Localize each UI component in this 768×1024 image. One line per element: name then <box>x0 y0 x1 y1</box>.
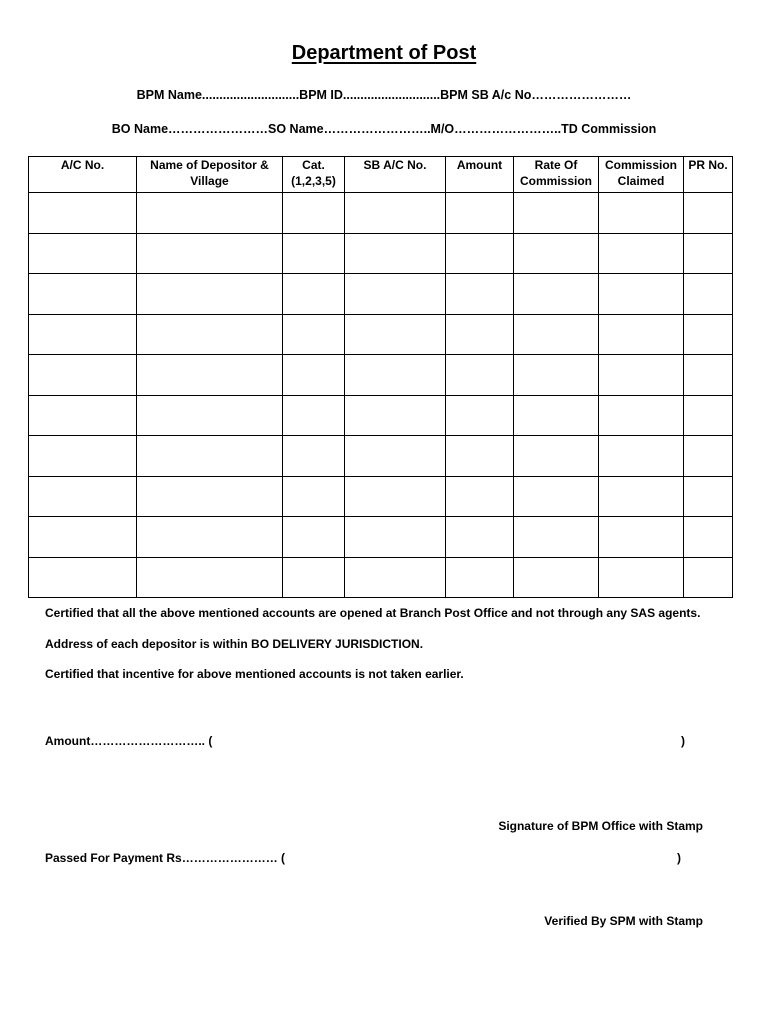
bo-details-line: BO Name……………………SO Name……………………..M/O……………………..TD Commission <box>111 122 657 136</box>
table-header-row <box>29 157 733 193</box>
table-row <box>29 233 733 274</box>
table-cell <box>514 395 599 436</box>
table-cell <box>137 355 283 396</box>
certification-jurisdiction: Address of each depositor is within BO DELIVERY JURISDICTION. <box>45 637 424 651</box>
table-cell <box>514 517 599 558</box>
table-cell <box>283 436 345 477</box>
table-cell <box>137 476 283 517</box>
table-cell <box>29 395 137 436</box>
table-cell <box>283 517 345 558</box>
table-cell <box>345 193 446 234</box>
table-row <box>29 274 733 315</box>
table-body <box>29 193 733 598</box>
table-cell <box>345 274 446 315</box>
accounts-table <box>28 156 733 598</box>
certification-sas: Certified that all the above mentioned accounts are opened at Branch Post Office and not through any SAS agents. <box>45 606 701 620</box>
table-cell <box>684 274 733 315</box>
table-cell <box>446 233 514 274</box>
table-row <box>29 395 733 436</box>
table-cell <box>283 233 345 274</box>
table-cell <box>684 436 733 477</box>
table-cell <box>137 193 283 234</box>
table-cell <box>345 476 446 517</box>
table-cell <box>599 314 684 355</box>
table-cell <box>684 314 733 355</box>
table-cell <box>684 395 733 436</box>
table-cell <box>29 314 137 355</box>
table-cell <box>345 355 446 396</box>
table-cell <box>137 233 283 274</box>
table-cell <box>514 476 599 517</box>
table-cell <box>345 314 446 355</box>
column-header-depositor-name: Name of Depositor & Village <box>137 157 283 193</box>
table-cell <box>29 233 137 274</box>
table-cell <box>599 395 684 436</box>
column-header-amount: Amount <box>446 157 514 193</box>
table-cell <box>283 274 345 315</box>
table-cell <box>137 557 283 598</box>
table-cell <box>684 193 733 234</box>
table-cell <box>29 193 137 234</box>
table-cell <box>684 233 733 274</box>
table-cell <box>446 517 514 558</box>
table-cell <box>446 355 514 396</box>
table-cell <box>684 476 733 517</box>
table-cell <box>29 355 137 396</box>
certification-incentive: Certified that incentive for above mentioned accounts is not taken earlier. <box>45 667 464 681</box>
table-cell <box>514 557 599 598</box>
table-cell <box>684 355 733 396</box>
table-cell <box>345 517 446 558</box>
table-cell <box>137 436 283 477</box>
table-cell <box>514 314 599 355</box>
table-row <box>29 476 733 517</box>
table-cell <box>514 436 599 477</box>
table-cell <box>599 557 684 598</box>
table-cell <box>29 436 137 477</box>
table-cell <box>29 476 137 517</box>
table-cell <box>29 557 137 598</box>
table-cell <box>446 436 514 477</box>
table-cell <box>599 436 684 477</box>
table-cell <box>599 233 684 274</box>
table-cell <box>599 193 684 234</box>
column-header-ac-no: A/C No. <box>29 157 137 193</box>
column-header-category: Cat. (1,2,3,5) <box>283 157 345 193</box>
column-header-sb-ac-no: SB A/C No. <box>345 157 446 193</box>
bpm-signature-label: Signature of BPM Office with Stamp <box>498 819 703 833</box>
amount-label: Amount……………………….. ( <box>45 734 213 748</box>
table-cell <box>514 274 599 315</box>
table-cell <box>446 193 514 234</box>
table-cell <box>599 274 684 315</box>
passed-close-paren: ) <box>677 851 681 865</box>
table-cell <box>137 274 283 315</box>
table-row <box>29 355 733 396</box>
table-cell <box>283 355 345 396</box>
table-cell <box>599 476 684 517</box>
table-cell <box>684 517 733 558</box>
table-cell <box>446 476 514 517</box>
table-row <box>29 557 733 598</box>
table-cell <box>283 557 345 598</box>
table-cell <box>345 233 446 274</box>
table-cell <box>599 355 684 396</box>
table-cell <box>345 557 446 598</box>
table-cell <box>446 274 514 315</box>
table-cell <box>599 517 684 558</box>
table-cell <box>283 395 345 436</box>
table-cell <box>283 476 345 517</box>
page-title <box>0 42 768 65</box>
table-cell <box>283 314 345 355</box>
table-cell <box>684 557 733 598</box>
table-cell <box>446 557 514 598</box>
spm-verification-label: Verified By SPM with Stamp <box>544 914 703 928</box>
amount-close-paren: ) <box>681 734 685 748</box>
table-row <box>29 517 733 558</box>
column-header-rate: Rate Of Commission <box>514 157 599 193</box>
table-cell <box>283 193 345 234</box>
table-row <box>29 436 733 477</box>
table-cell <box>446 314 514 355</box>
table-cell <box>137 395 283 436</box>
table-cell <box>345 436 446 477</box>
table-cell <box>514 193 599 234</box>
table-cell <box>514 355 599 396</box>
table-cell <box>514 233 599 274</box>
column-header-pr-no: PR No. <box>684 157 733 193</box>
table-row <box>29 314 733 355</box>
table-cell <box>137 314 283 355</box>
bpm-details-line: BPM Name............................BPM ID............................BPM SB A/c No…………………… <box>136 88 632 102</box>
table-row <box>29 193 733 234</box>
passed-for-payment-label: Passed For Payment Rs…………………… ( <box>45 851 286 865</box>
table-cell <box>137 517 283 558</box>
table-cell <box>446 395 514 436</box>
column-header-commission-claimed: Commission Claimed <box>599 157 684 193</box>
page-title-text: Department of Post <box>291 42 477 64</box>
table-cell <box>29 517 137 558</box>
table-cell <box>345 395 446 436</box>
table-cell <box>29 274 137 315</box>
